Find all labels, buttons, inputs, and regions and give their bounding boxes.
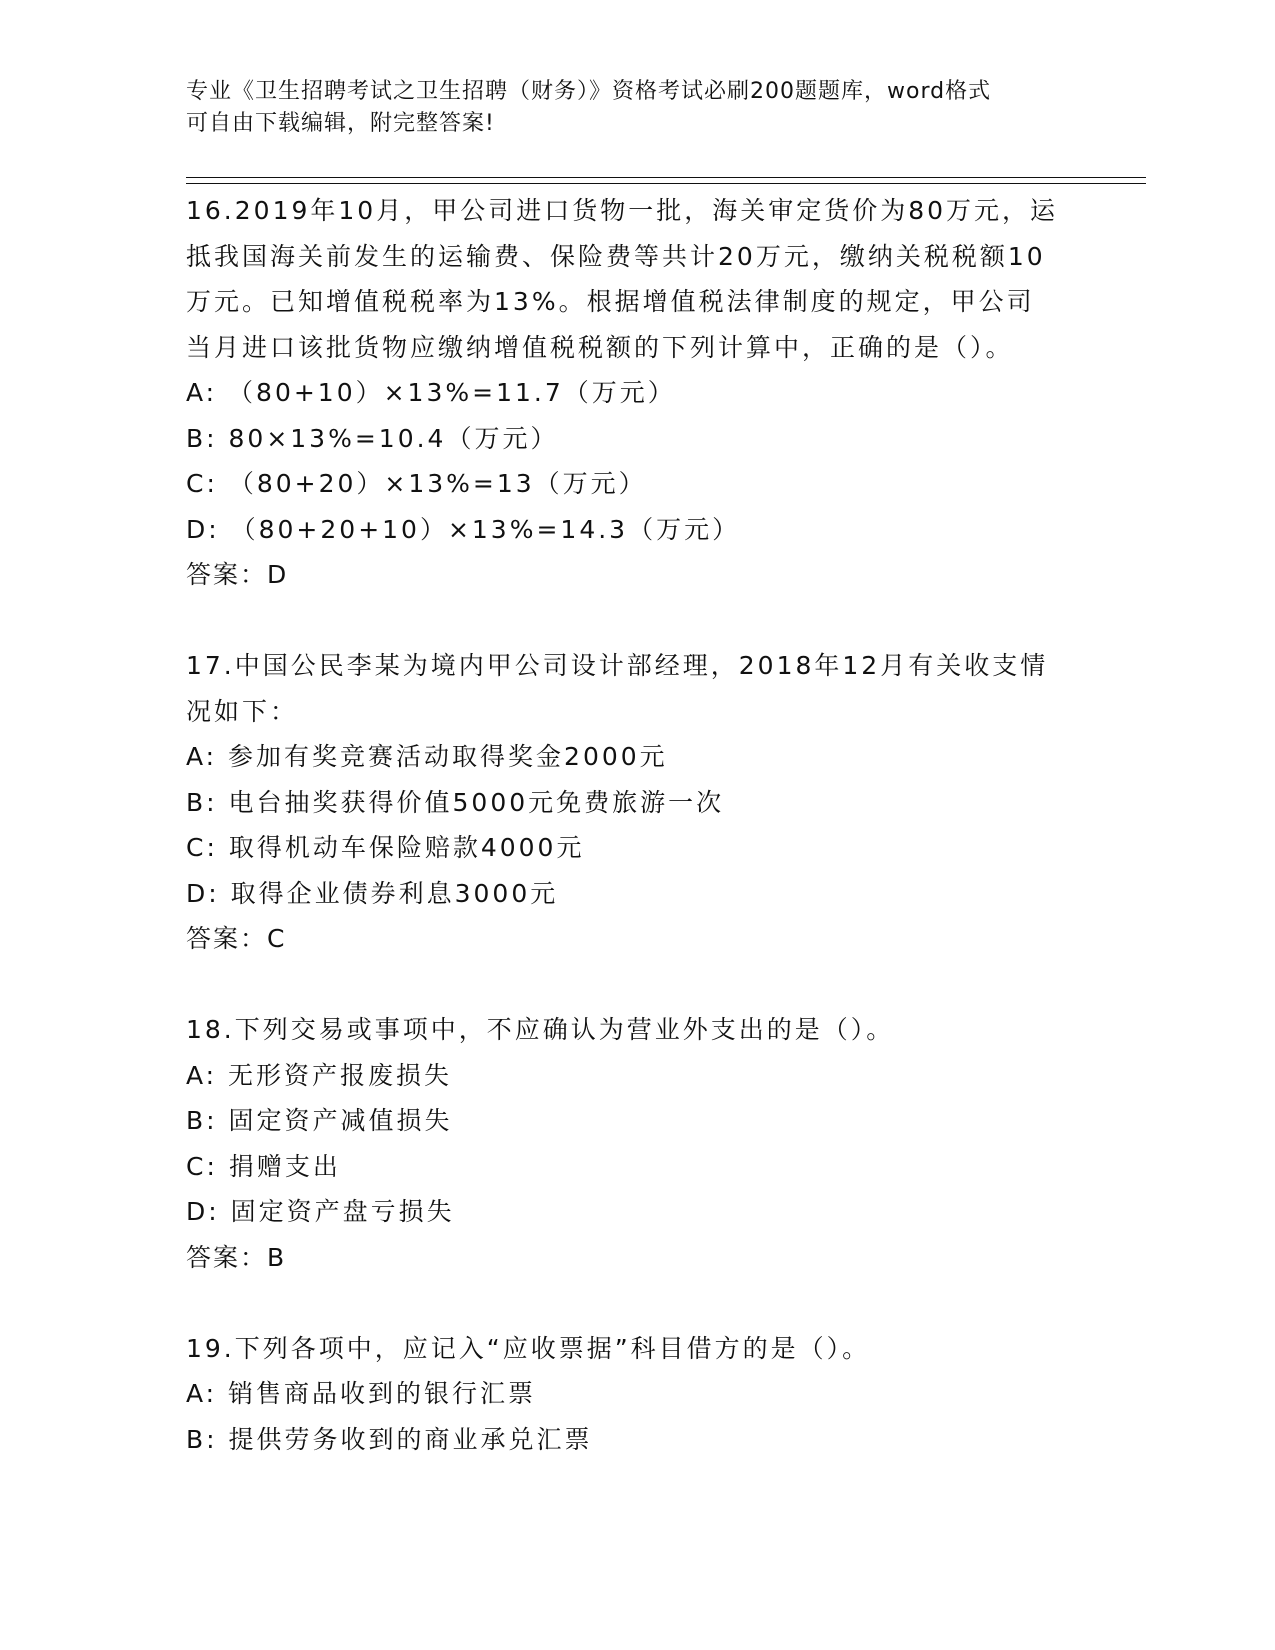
question-spacer (186, 1280, 1086, 1326)
question-stem-line: 况如下： (186, 696, 299, 726)
option-b: B: 固定资产减值损失 (186, 1106, 453, 1135)
answer: 答案：B (186, 1242, 287, 1272)
question-stem-line: 当月进口该批货物应缴纳增值税税额的下列计算中，正确的是（）。 (186, 332, 1014, 362)
question-stem-line: 18.下列交易或事项中，不应确认为营业外支出的是（）。 (186, 1015, 895, 1044)
question-stem-line: 16.2019年10月，甲公司进口货物一批，海关审定货价为80万元，运 (186, 196, 1059, 225)
header-divider-top (186, 177, 1146, 178)
answer: 答案：C (186, 924, 287, 953)
answer: 答案：D (186, 560, 289, 589)
option-b: B: 提供劳务收到的商业承兑汇票 (186, 1424, 593, 1454)
option-a: A: （80+10）×13%=11.7（万元） (186, 378, 676, 407)
question-stem-line: 17.中国公民李某为境内甲公司设计部经理，2018年12月有关收支情 (186, 651, 1049, 680)
question-spacer (186, 962, 1086, 1008)
question-stem-line: 抵我国海关前发生的运输费、保险费等共计20万元，缴纳关税税额10 (186, 241, 1046, 271)
header-line-2: 可自由下载编辑，附完整答案! (186, 111, 495, 136)
option-b: B: 80×13%=10.4（万元） (186, 423, 559, 453)
option-d: D: （80+20+10）×13%=14.3（万元） (186, 514, 741, 544)
option-c: C: （80+20）×13%=13（万元） (186, 469, 647, 498)
question-list (186, 188, 1086, 1462)
question-spacer (186, 598, 1086, 644)
question-18 (186, 1007, 1086, 1280)
question-19 (186, 1326, 1086, 1463)
header-divider-bottom (186, 183, 1146, 184)
question-17 (186, 643, 1086, 962)
question-stem-line: 万元。已知增值税税率为13%。根据增值税法律制度的规定，甲公司 (186, 287, 1035, 316)
document-header (186, 76, 1066, 140)
question-16 (186, 188, 1086, 598)
option-b: B: 电台抽奖获得价值5000元免费旅游一次 (186, 787, 725, 817)
option-a: A: 参加有奖竞赛活动取得奖金2000元 (186, 742, 668, 771)
option-d: D: 取得企业债券利息3000元 (186, 878, 559, 908)
option-a: A: 无形资产报废损失 (186, 1060, 453, 1090)
question-stem-line: 19.下列各项中，应记入“应收票据”科目借方的是（）。 (186, 1333, 871, 1363)
option-c: C: 捐赠支出 (186, 1151, 341, 1181)
option-a: A: 销售商品收到的银行汇票 (186, 1379, 537, 1408)
option-d: D: 固定资产盘亏损失 (186, 1197, 455, 1226)
option-c: C: 取得机动车保险赔款4000元 (186, 833, 585, 862)
header-line-1: 专业《卫生招聘考试之卫生招聘（财务）》资格考试必刷200题题库，word格式 (186, 79, 992, 104)
